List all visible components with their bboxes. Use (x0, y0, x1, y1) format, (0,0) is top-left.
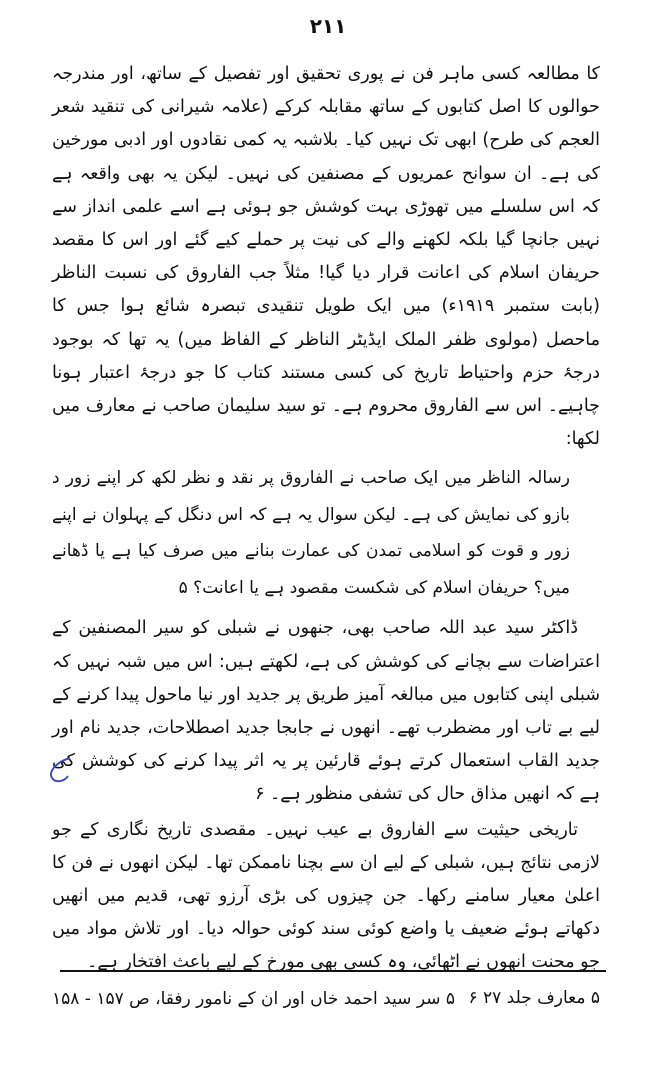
handwritten-margin-mark (40, 752, 80, 792)
page-number: ۲۱۱ (309, 14, 347, 38)
footnotes (52, 988, 600, 1009)
footnote-1: ۵ معارف جلد ۲۷ ۶ (468, 988, 600, 1008)
footnote-2: ۵ سر سید احمد خاں اور ان کے نامور رفقا، ص ۱۵۷ - ۱۵۸ (52, 989, 455, 1009)
paragraph-abdullah: ڈاکٹر سید عبد اللہ صاحب بھی، جنھوں نے شبلی کو سیر المصنفین کے اعتراضات سے بچانے کی کوشش کی ہے، لکھتے ہیں: اس میں شبہ نہیں کہ شبلی اپنی کتابوں میں مبالغہ آمیز طریق پر جدید اور نیا ماحول پیدا کرنے کے لیے بے تاب اور مضطرب تھے۔ انھوں نے جابجا جدید اصطلاحات، جدید نام اور جدید القاب استعمال کرتے ہوئے قارئین پر یہ اثر پیدا کرنے کی کوشش کی ہے کہ انھیں مذاق حال کی تشفی منظور ہے۔ ۶ (52, 618, 600, 805)
paragraph-historical: تاریخی حیثیت سے الفاروق بے عیب نہیں۔ مقصدی تاریخ نگاری کے جو لازمی نتائج ہیں، شبلی کے لیے ان سے بچنا ناممکن تھا۔ لیکن انھوں نے فن کا اعلیٰ معیار سامنے رکھا۔ جن چیزوں کی بڑی آرزو تھی، قدیم میں انھیں دکھاتے ہوئے ضعیف یا واضع کوئی سند کوئی حوالہ دیا۔ اور تلاش مواد میں جو محنت انھوں نے اٹھائی، وہ کسی بھی مورخ کے لیے باعث افتخار ہے۔ (52, 819, 600, 973)
footnote-divider (60, 970, 606, 972)
paragraph-intro: کا مطالعہ کسی ماہر فن نے پوری تحقیق اور تفصیل کے ساتھ، اور مندرجہ حوالوں کا اصل کتابوں کے ساتھ مقابلہ کرکے (علامہ شیرانی کی تنقید شعر العجم کی طرح) ابھی تک نہیں کیا۔ بلاشبہ یہ کمی نقادوں اور ادبی مورخین کی ہے۔ ان سوانح عمریوں کے مصنفین کی نہیں۔ لیکن یہ بھی واقعہ ہے کہ اس سلسلے میں تھوڑی بہت کوشش جو ہوئی ہے اسے علمی انداز سے نہیں جانچا گیا بلکہ لکھنے والے کی نیت پر حملے کیے گئے اور اس کا مقصد حریفان اسلام کی اعانت قرار دیا گیا! مثلاً جب الفاروق کی نسبت الناظر (بابت ستمبر ۱۹۱۹ء) میں ایک طویل تنقیدی تبصرہ شائع ہوا جس کا ماحصل (مولوی ظفر الملک ایڈیٹر الناظر کے الفاظ میں) یہ تھا کہ بوجود درجۂ حزم واحتیاط تاریخ کی کسی مستند کتاب کا جو درجۂ اعتبار ہونا چاہیے۔ اس سے الفاروق محروم ہے۔ تو سید سلیمان صاحب نے معارف میں لکھا: (52, 64, 600, 450)
block-quote: رسالہ الناظر میں ایک صاحب نے الفاروق پر نقد و نظر لکھ کر اپنے زور د بازو کی نمایش کی ہے۔ لیکن سوال یہ ہے کہ اس دنگل کے پہلوان نے اپنے زور و قوت کو اسلامی تمدن کی عمارت بنانے میں صرف کیا ہے یا ڈھانے میں؟ حریفان اسلام کی شکست مقصود ہے یا اعانت؟ ۵ (52, 468, 570, 598)
body-text (52, 58, 600, 980)
